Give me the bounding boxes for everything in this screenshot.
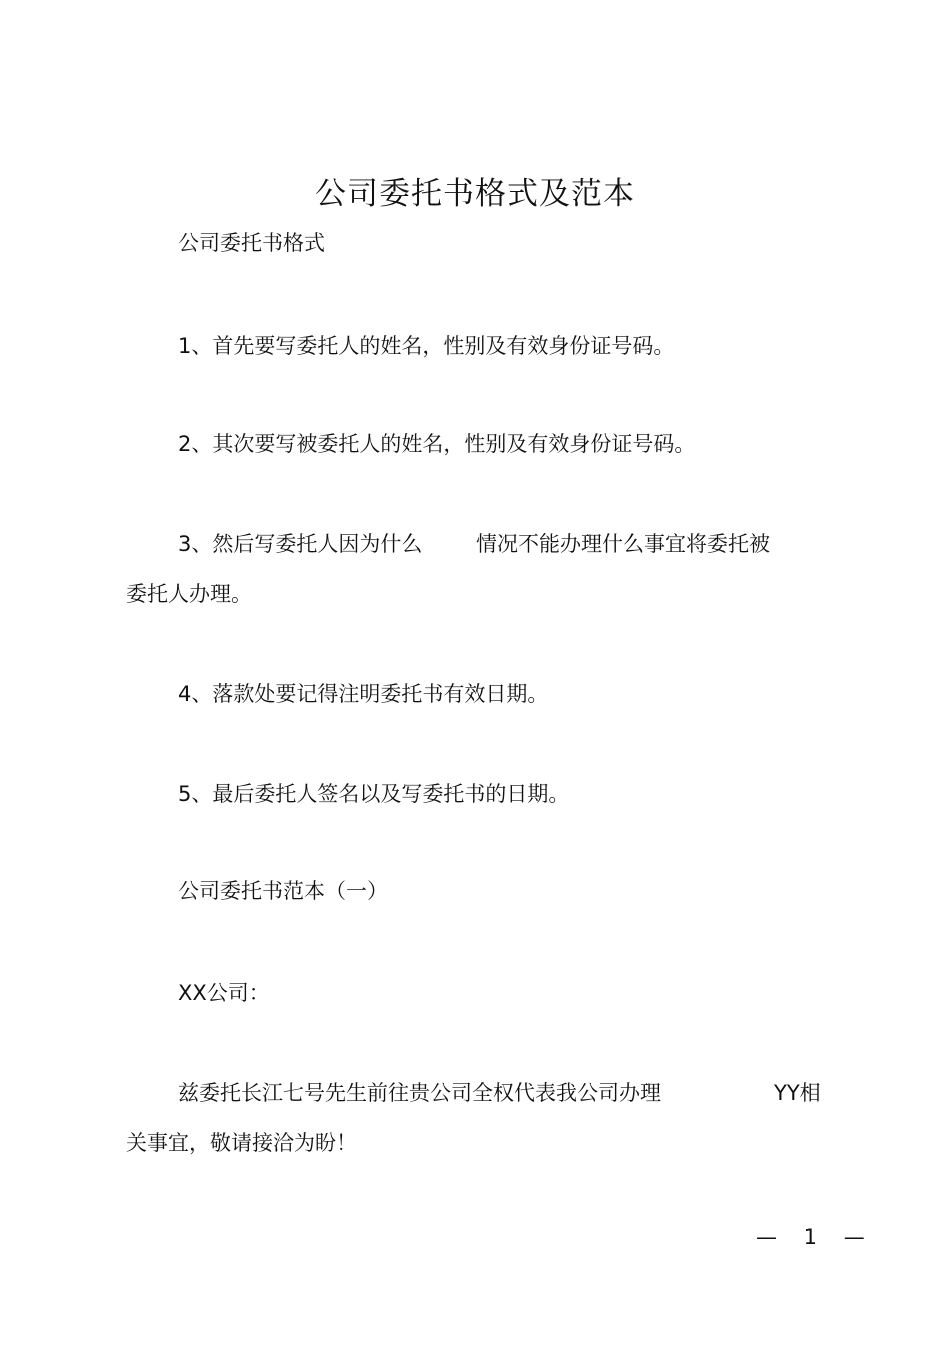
format-item-3-part-1: 3、然后写委托人因为什么 [178,532,423,556]
document-title: 公司委托书格式及范本 [315,176,635,212]
format-item-5: 5、最后委托人签名以及写委托书的日期。 [178,782,570,806]
format-item-3-continuation: 委托人办理。 [126,582,252,606]
format-item-4: 4、落款处要记得注明委托书有效日期。 [178,682,549,706]
body-line-1-part-a: 兹委托长江七号先生前往贵公司全权代表我公司办理 [178,1081,661,1105]
sample-heading: 公司委托书范本（一） [178,879,388,903]
body-line-2: 关事宜，敬请接洽为盼！ [126,1131,357,1155]
body-line-1-part-b: YY相 [774,1081,821,1105]
format-item-3-part-2: 情况不能办理什么事宜将委托被 [476,532,770,556]
page-number: — 1 — [756,1225,875,1249]
recipient-line: XX公司： [178,981,270,1005]
format-heading: 公司委托书格式 [178,231,325,255]
format-item-2: 2、其次要写被委托人的姓名，性别及有效身份证号码。 [178,432,696,456]
format-item-1: 1、首先要写委托人的姓名，性别及有效身份证号码。 [178,334,675,358]
